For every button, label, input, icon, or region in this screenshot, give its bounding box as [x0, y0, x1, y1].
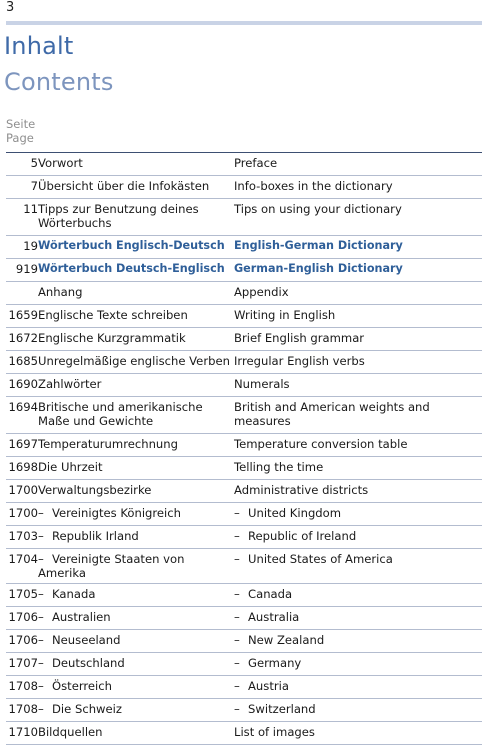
- toc-page: 1694: [8, 400, 38, 414]
- toc-german: Übersicht über die Infokästen: [38, 179, 210, 193]
- toc-german: Wörterbuch Deutsch-Englisch: [38, 262, 225, 275]
- toc-row: [6, 699, 482, 722]
- toc-english-text: Austria: [248, 679, 289, 693]
- toc-english: [234, 699, 482, 722]
- dash-mark: –: [38, 506, 44, 520]
- toc-page: 7: [30, 179, 38, 193]
- toc-english: [234, 584, 482, 607]
- toc-german: Unregelmäßige englische Verben: [38, 354, 230, 368]
- contents-table: [6, 152, 482, 745]
- toc-german-text: Australien: [52, 610, 111, 624]
- dash-mark: –: [234, 587, 240, 601]
- toc-english: Temperature conversion table: [234, 437, 408, 451]
- toc-page: 1700: [8, 506, 38, 520]
- toc-english: English-German Dictionary: [234, 239, 403, 252]
- toc-german: Englische Kurzgrammatik: [38, 331, 186, 345]
- toc-english: Writing in English: [234, 308, 336, 322]
- toc-row: [6, 653, 482, 676]
- toc-page: 1706: [8, 610, 38, 624]
- toc-page: [6, 282, 38, 305]
- toc-page: 1672: [8, 331, 38, 345]
- toc-row: [6, 397, 482, 434]
- dash-mark: –: [38, 529, 44, 543]
- page-label: Page: [6, 131, 34, 145]
- toc-page: 11: [23, 202, 38, 216]
- toc-row: [6, 374, 482, 397]
- toc-page: 1706: [8, 633, 38, 647]
- toc-page: 1708: [8, 679, 38, 693]
- toc-row: [6, 328, 482, 351]
- dash-mark: –: [38, 552, 44, 566]
- toc-row: [6, 503, 482, 526]
- toc-german: [38, 676, 234, 699]
- toc-row: [6, 480, 482, 503]
- dash-mark: –: [234, 633, 240, 647]
- top-rule: [6, 21, 482, 25]
- toc-row: [6, 549, 482, 584]
- toc-english: Numerals: [234, 377, 290, 391]
- toc-row: [6, 630, 482, 653]
- toc-german: Vorwort: [38, 156, 83, 170]
- toc-page: 19: [23, 239, 38, 253]
- toc-row: [6, 282, 482, 305]
- dash-mark: –: [234, 702, 240, 716]
- toc-german-text: Österreich: [52, 679, 112, 693]
- toc-english: [234, 653, 482, 676]
- toc-english-text: Canada: [248, 587, 293, 601]
- toc-english-text: Switzerland: [248, 702, 316, 716]
- page-number: 3: [6, 0, 15, 15]
- toc-english-text: New Zealand: [248, 633, 325, 647]
- toc-english: List of images: [234, 725, 315, 739]
- toc-page: 1705: [8, 587, 38, 601]
- toc-german-text: Vereinigte Staaten von Amerika: [38, 552, 185, 580]
- toc-german: Anhang: [38, 285, 83, 299]
- toc-german: [38, 526, 234, 549]
- toc-german-text: Vereinigtes Königreich: [52, 506, 181, 520]
- toc-english-text: United States of America: [248, 552, 393, 566]
- toc-row: [6, 457, 482, 480]
- toc-page: 1704: [8, 552, 38, 566]
- dash-mark: –: [234, 552, 240, 566]
- title-english: Contents: [4, 68, 114, 96]
- toc-german: [38, 699, 234, 722]
- toc-page: 1700: [8, 483, 38, 497]
- toc-german: [38, 653, 234, 676]
- toc-page: 1659: [8, 308, 38, 322]
- toc-row: [6, 584, 482, 607]
- toc-english: Irregular English verbs: [234, 354, 365, 368]
- dash-mark: –: [38, 679, 44, 693]
- seite-label: Seite: [6, 117, 36, 131]
- toc-page: 919: [15, 262, 38, 276]
- toc-english: Telling the time: [234, 460, 324, 474]
- toc-german: [38, 503, 234, 526]
- toc-english: [234, 503, 482, 526]
- toc-row: [6, 176, 482, 199]
- toc-english-text: Germany: [248, 656, 302, 670]
- toc-german-text: Kanada: [52, 587, 96, 601]
- toc-german-text: Neuseeland: [52, 633, 121, 647]
- toc-german: Zahlwörter: [38, 377, 102, 391]
- toc-english-text: United Kingdom: [248, 506, 342, 520]
- toc-german: Temperaturumrechnung: [38, 437, 178, 451]
- dash-mark: –: [234, 506, 240, 520]
- toc-english-text: Australia: [248, 610, 300, 624]
- toc-row: [6, 607, 482, 630]
- toc-english: Administrative districts: [234, 483, 369, 497]
- toc-english-text: Republic of Ireland: [248, 529, 357, 543]
- dash-mark: –: [38, 702, 44, 716]
- dash-mark: –: [38, 633, 44, 647]
- title-german: Inhalt: [4, 32, 74, 60]
- toc-german-text: Republik Irland: [52, 529, 139, 543]
- toc-german: [38, 584, 234, 607]
- toc-german: Bildquellen: [38, 725, 103, 739]
- toc-german: Britische und amerikanische Maße und Gewichte: [38, 400, 203, 428]
- dash-mark: –: [38, 610, 44, 624]
- toc-row: [6, 305, 482, 328]
- dash-mark: –: [38, 587, 44, 601]
- toc-page: 1697: [8, 437, 38, 451]
- toc-german: [38, 607, 234, 630]
- toc-english: Preface: [234, 156, 278, 170]
- dash-mark: –: [234, 610, 240, 624]
- dash-mark: –: [234, 679, 240, 693]
- toc-english: [234, 526, 482, 549]
- toc-german-text: Deutschland: [52, 656, 125, 670]
- toc-page: 5: [30, 156, 38, 170]
- toc-english: [234, 549, 482, 584]
- toc-german: Wörterbuch Englisch-Deutsch: [38, 239, 225, 252]
- toc-row: [6, 199, 482, 236]
- dash-mark: –: [38, 656, 44, 670]
- toc-row: [6, 526, 482, 549]
- toc-english: Tips on using your dictionary: [234, 202, 402, 216]
- dash-mark: –: [234, 529, 240, 543]
- toc-german: [38, 549, 234, 584]
- toc-page: 1703: [8, 529, 38, 543]
- toc-row: [6, 259, 482, 282]
- toc-page: 1690: [8, 377, 38, 391]
- toc-row: [6, 722, 482, 745]
- toc-row: [6, 676, 482, 699]
- toc-row: [6, 434, 482, 457]
- toc-row: [6, 153, 482, 176]
- toc-english: Appendix: [234, 285, 289, 299]
- toc-english: [234, 630, 482, 653]
- toc-german: Verwaltungsbezirke: [38, 483, 152, 497]
- toc-english: Brief English grammar: [234, 331, 365, 345]
- toc-page: 1710: [8, 725, 38, 739]
- toc-page: 1708: [8, 702, 38, 716]
- toc-english: German-English Dictionary: [234, 262, 403, 275]
- dash-mark: –: [234, 656, 240, 670]
- toc-row: [6, 351, 482, 374]
- toc-english: [234, 676, 482, 699]
- toc-row: [6, 236, 482, 259]
- toc-german-text: Die Schweiz: [52, 702, 122, 716]
- toc-page: 1707: [8, 656, 38, 670]
- toc-page: 1698: [8, 460, 38, 474]
- toc-german: Tipps zur Benutzung deines Wörterbuchs: [38, 202, 199, 230]
- toc-english: British and American weights and measures: [234, 400, 430, 428]
- toc-english: [234, 607, 482, 630]
- toc-german: [38, 630, 234, 653]
- toc-german: Englische Texte schreiben: [38, 308, 188, 322]
- toc-page: 1685: [8, 354, 38, 368]
- toc-german: Die Uhrzeit: [38, 460, 103, 474]
- page-column-label: [6, 117, 35, 145]
- toc-english: Info-boxes in the dictionary: [234, 179, 393, 193]
